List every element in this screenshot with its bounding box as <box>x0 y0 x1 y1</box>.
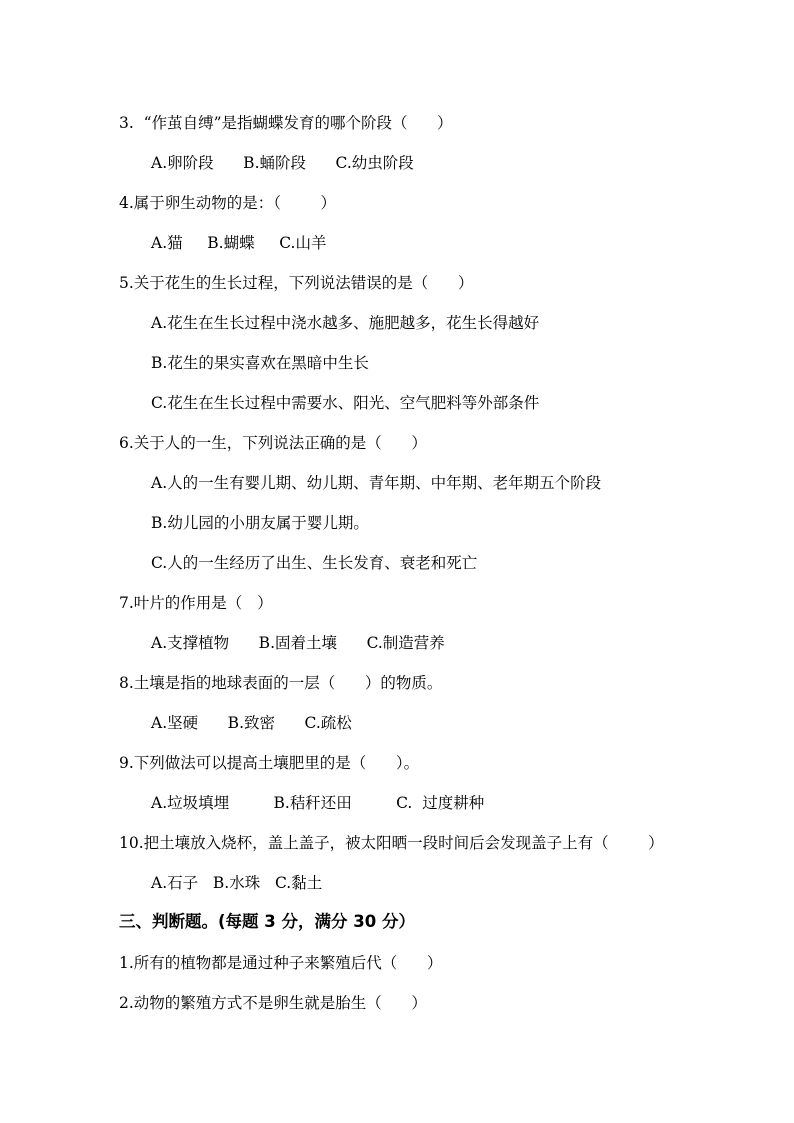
question-7-options: A.支撑植物 B.固着土壤 C.制造营养 <box>151 634 445 652</box>
question-10-stem: 10.把土壤放入烧杯，盖上盖子，被太阳晒一段时间后会发现盖子上有（ ） <box>119 834 664 852</box>
question-6-stem: 6.关于人的一生，下列说法正确的是（ ） <box>119 434 427 452</box>
question-5-stem: 5.关于花生的生长过程，下列说法错误的是（ ） <box>119 274 474 292</box>
question-9-options: A.垃圾填埋 B.秸秆还田 C. 过度耕种 <box>151 794 485 812</box>
question-8-options: A.坚硬 B.致密 C.疏松 <box>151 714 352 732</box>
question-4-options: A.猫 B.蝴蝶 C.山羊 <box>151 234 327 252</box>
question-5-option-b: B.花生的果实喜欢在黑暗中生长 <box>151 354 369 372</box>
question-10-options: A.石子 B.水珠 C.黏土 <box>151 874 323 892</box>
question-5-option-c: C.花生在生长过程中需要水、阳光、空气肥料等外部条件 <box>151 394 540 412</box>
question-8-stem: 8.土壤是指的地球表面的一层（ ）的物质。 <box>119 674 443 692</box>
judgment-1: 1.所有的植物都是通过种子来繁殖后代（ ） <box>119 954 443 972</box>
question-3-stem: 3. “作茧自缚”是指蝴蝶发育的哪个阶段（ ） <box>119 114 453 132</box>
question-6-option-b: B.幼儿园的小朋友属于婴儿期。 <box>151 514 369 532</box>
question-7-stem: 7.叶片的作用是（ ） <box>119 594 273 612</box>
question-6-option-c: C.人的一生经历了出生、生长发育、衰老和死亡 <box>151 554 478 572</box>
question-4-stem: 4.属于卵生动物的是：（ ） <box>119 194 336 212</box>
judgment-2: 2.动物的繁殖方式不是卵生就是胎生（ ） <box>119 994 427 1012</box>
section-heading: 三、判断题。(每题 3 分，满分 30 分） <box>119 912 415 931</box>
question-6-option-a: A.人的一生有婴儿期、幼儿期、青年期、中年期、老年期五个阶段 <box>151 474 602 492</box>
question-9-stem: 9.下列做法可以提高土壤肥里的是（ ）。 <box>119 754 420 772</box>
question-3-options: A.卵阶段 B.蛹阶段 C.幼虫阶段 <box>151 154 414 172</box>
question-5-option-a: A.花生在生长过程中浇水越多、施肥越多，花生长得越好 <box>151 314 540 332</box>
